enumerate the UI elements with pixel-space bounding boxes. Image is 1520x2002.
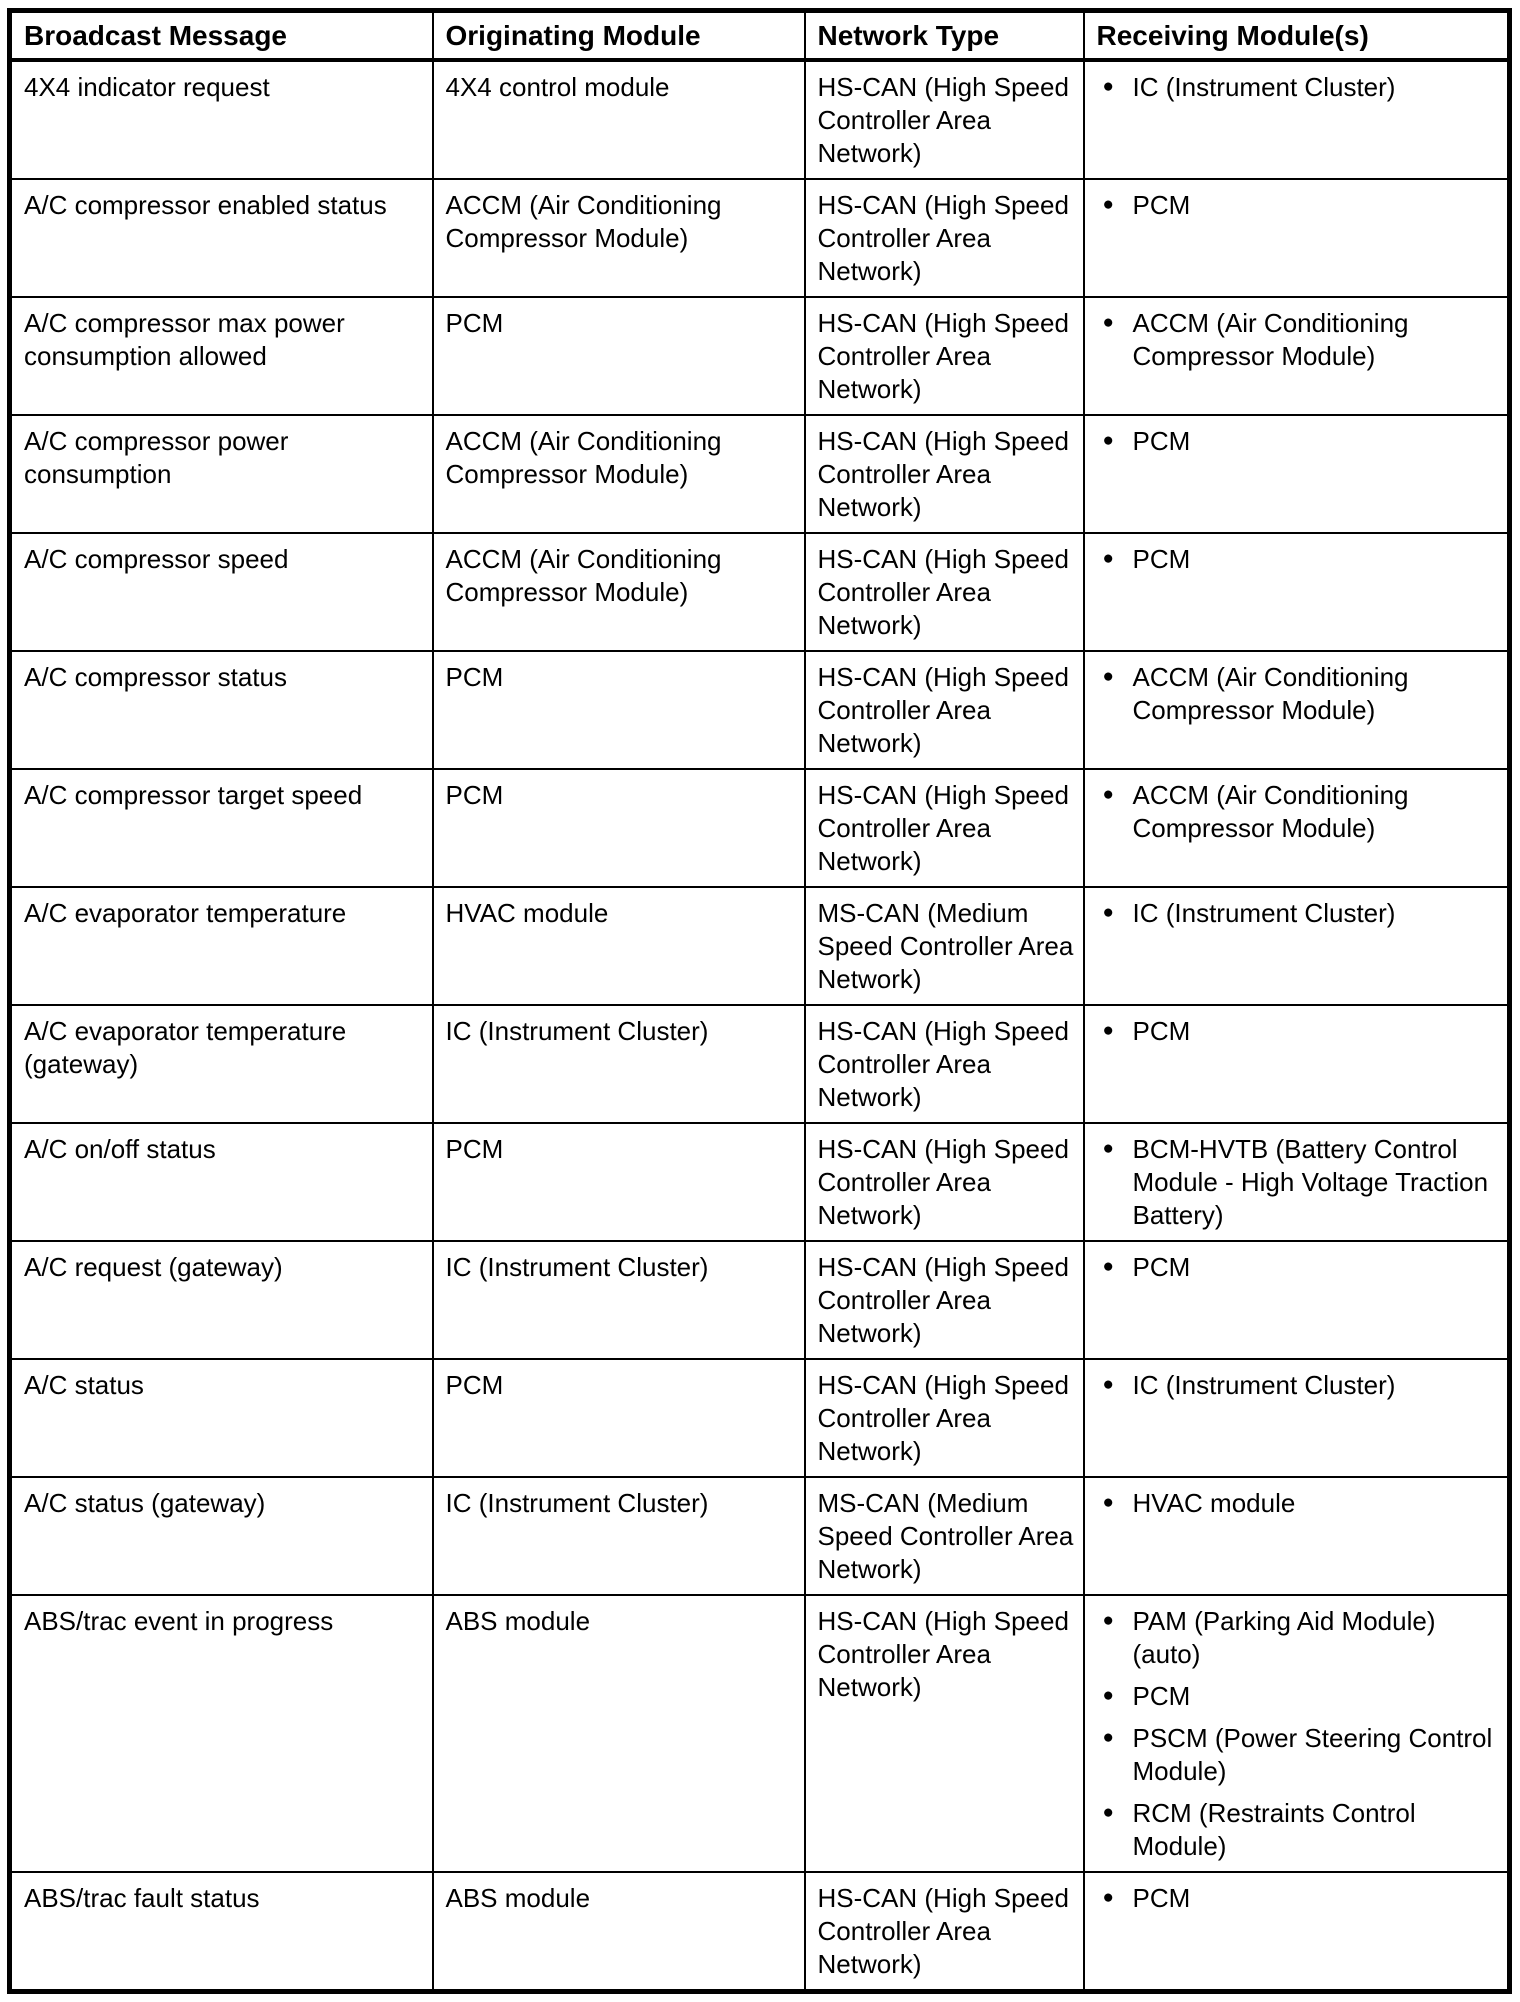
- network-type-cell: HS-CAN (High Speed Controller Area Network): [805, 769, 1084, 887]
- receiver-item: [1097, 1680, 1500, 1713]
- receiver-item: [1097, 661, 1500, 727]
- receiving-modules-cell: [1084, 651, 1510, 769]
- receiver-label: ACCM (Air Conditioning Compressor Module): [1132, 308, 1409, 371]
- receiving-modules-cell: [1084, 60, 1510, 179]
- originating-module-cell: ABS module: [433, 1595, 805, 1872]
- network-type-cell: HS-CAN (High Speed Controller Area Network): [805, 179, 1084, 297]
- receiver-label: PSCM (Power Steering Control Module): [1132, 1723, 1493, 1786]
- broadcast-message-cell: A/C status: [10, 1359, 433, 1477]
- column-header-network-type: Network Type: [805, 11, 1084, 61]
- receiving-modules-cell: [1084, 1005, 1510, 1123]
- network-type-cell: HS-CAN (High Speed Controller Area Network): [805, 1359, 1084, 1477]
- receiver-item: [1097, 189, 1500, 222]
- receiver-label: PCM: [1132, 544, 1191, 574]
- receiving-modules-cell: [1084, 415, 1510, 533]
- bullet-icon: ●: [1102, 1256, 1114, 1277]
- originating-module-cell: PCM: [433, 1359, 805, 1477]
- receiving-modules-cell: [1084, 1477, 1510, 1595]
- bullet-icon: ●: [1102, 784, 1114, 805]
- table-row: [10, 533, 1510, 651]
- originating-module-cell: PCM: [433, 769, 805, 887]
- receiving-modules-cell: [1084, 179, 1510, 297]
- network-type-cell: HS-CAN (High Speed Controller Area Network): [805, 297, 1084, 415]
- receiving-modules-cell: [1084, 1123, 1510, 1241]
- table-row: [10, 1477, 1510, 1595]
- column-header-receiving-modules: Receiving Module(s): [1084, 11, 1510, 61]
- receiver-label: PCM: [1132, 1016, 1191, 1046]
- bullet-icon: ●: [1102, 548, 1114, 569]
- broadcast-message-cell: A/C compressor status: [10, 651, 433, 769]
- receiving-modules-cell: [1084, 1595, 1510, 1872]
- receiver-item: [1097, 779, 1500, 845]
- broadcast-message-cell: A/C compressor speed: [10, 533, 433, 651]
- bullet-icon: ●: [1102, 1685, 1114, 1706]
- network-type-cell: MS-CAN (Medium Speed Controller Area Network): [805, 887, 1084, 1005]
- receiving-modules-cell: [1084, 887, 1510, 1005]
- bullet-icon: ●: [1102, 194, 1114, 215]
- table-row: [10, 1241, 1510, 1359]
- table-row: [10, 887, 1510, 1005]
- column-header-originating-module: Originating Module: [433, 11, 805, 61]
- table-row: [10, 651, 1510, 769]
- receiver-item: [1097, 1797, 1500, 1863]
- bullet-icon: ●: [1102, 1802, 1114, 1823]
- network-type-cell: HS-CAN (High Speed Controller Area Network): [805, 1872, 1084, 1992]
- receiver-item: [1097, 897, 1500, 930]
- broadcast-message-table: [7, 8, 1512, 1994]
- table-row: [10, 1123, 1510, 1241]
- network-type-cell: HS-CAN (High Speed Controller Area Network): [805, 60, 1084, 179]
- receiver-item: [1097, 1369, 1500, 1402]
- bullet-icon: ●: [1102, 1138, 1114, 1159]
- receiving-modules-cell: [1084, 1872, 1510, 1992]
- bullet-icon: ●: [1102, 902, 1114, 923]
- network-type-cell: HS-CAN (High Speed Controller Area Network): [805, 1123, 1084, 1241]
- broadcast-message-cell: A/C compressor enabled status: [10, 179, 433, 297]
- receiver-label: IC (Instrument Cluster): [1132, 898, 1396, 928]
- broadcast-message-cell: A/C evaporator temperature (gateway): [10, 1005, 433, 1123]
- receiver-label: BCM-HVTB (Battery Control Module - High Voltage Traction Battery): [1132, 1134, 1489, 1230]
- broadcast-message-cell: 4X4 indicator request: [10, 60, 433, 179]
- originating-module-cell: PCM: [433, 1123, 805, 1241]
- receiver-label: HVAC module: [1132, 1488, 1296, 1518]
- bullet-icon: ●: [1102, 76, 1114, 97]
- originating-module-cell: PCM: [433, 651, 805, 769]
- broadcast-message-cell: A/C compressor target speed: [10, 769, 433, 887]
- receiving-modules-cell: [1084, 297, 1510, 415]
- receiver-item: [1097, 1722, 1500, 1788]
- receiver-item: [1097, 1487, 1500, 1520]
- originating-module-cell: PCM: [433, 297, 805, 415]
- originating-module-cell: ACCM (Air Conditioning Compressor Module): [433, 415, 805, 533]
- originating-module-cell: IC (Instrument Cluster): [433, 1477, 805, 1595]
- originating-module-cell: HVAC module: [433, 887, 805, 1005]
- receiving-modules-cell: [1084, 533, 1510, 651]
- receiver-label: PCM: [1132, 190, 1191, 220]
- bullet-icon: ●: [1102, 312, 1114, 333]
- broadcast-message-cell: ABS/trac event in progress: [10, 1595, 433, 1872]
- receiving-modules-cell: [1084, 1359, 1510, 1477]
- bullet-icon: ●: [1102, 1492, 1114, 1513]
- network-type-cell: HS-CAN (High Speed Controller Area Network): [805, 651, 1084, 769]
- receiver-label: PAM (Parking Aid Module) (auto): [1132, 1606, 1436, 1669]
- network-type-cell: HS-CAN (High Speed Controller Area Network): [805, 533, 1084, 651]
- network-type-cell: HS-CAN (High Speed Controller Area Network): [805, 1241, 1084, 1359]
- receiver-item: [1097, 1015, 1500, 1048]
- originating-module-cell: ABS module: [433, 1872, 805, 1992]
- bullet-icon: ●: [1102, 1727, 1114, 1748]
- broadcast-message-cell: A/C compressor power consumption: [10, 415, 433, 533]
- bullet-icon: ●: [1102, 1374, 1114, 1395]
- column-header-broadcast-message: Broadcast Message: [10, 11, 433, 61]
- table-row: [10, 1359, 1510, 1477]
- table-row: [10, 769, 1510, 887]
- bullet-icon: ●: [1102, 1887, 1114, 1908]
- table-row: [10, 179, 1510, 297]
- broadcast-message-cell: A/C on/off status: [10, 1123, 433, 1241]
- table-row: [10, 1595, 1510, 1872]
- network-type-cell: HS-CAN (High Speed Controller Area Network): [805, 1005, 1084, 1123]
- receiver-item: [1097, 71, 1500, 104]
- receiver-item: [1097, 1882, 1500, 1915]
- receiver-label: ACCM (Air Conditioning Compressor Module): [1132, 780, 1409, 843]
- receiver-label: RCM (Restraints Control Module): [1132, 1798, 1416, 1861]
- table-row: [10, 60, 1510, 179]
- receiver-item: [1097, 307, 1500, 373]
- receiver-label: IC (Instrument Cluster): [1132, 72, 1396, 102]
- originating-module-cell: IC (Instrument Cluster): [433, 1241, 805, 1359]
- table-row: [10, 1872, 1510, 1992]
- receiver-label: PCM: [1132, 1252, 1191, 1282]
- receiver-label: IC (Instrument Cluster): [1132, 1370, 1396, 1400]
- receiver-item: [1097, 1133, 1500, 1232]
- originating-module-cell: ACCM (Air Conditioning Compressor Module): [433, 533, 805, 651]
- broadcast-message-cell: A/C evaporator temperature: [10, 887, 433, 1005]
- broadcast-message-cell: A/C request (gateway): [10, 1241, 433, 1359]
- receiver-item: [1097, 425, 1500, 458]
- bullet-icon: ●: [1102, 666, 1114, 687]
- broadcast-message-cell: A/C status (gateway): [10, 1477, 433, 1595]
- table-row: [10, 415, 1510, 533]
- originating-module-cell: 4X4 control module: [433, 60, 805, 179]
- bullet-icon: ●: [1102, 1610, 1114, 1631]
- table-header-row: [10, 11, 1510, 61]
- network-type-cell: HS-CAN (High Speed Controller Area Network): [805, 415, 1084, 533]
- receiving-modules-cell: [1084, 1241, 1510, 1359]
- table-row: [10, 1005, 1510, 1123]
- receiver-item: [1097, 1251, 1500, 1284]
- bullet-icon: ●: [1102, 1020, 1114, 1041]
- receiver-item: [1097, 1605, 1500, 1671]
- broadcast-message-cell: A/C compressor max power consumption allowed: [10, 297, 433, 415]
- receiver-label: ACCM (Air Conditioning Compressor Module): [1132, 662, 1409, 725]
- originating-module-cell: ACCM (Air Conditioning Compressor Module): [433, 179, 805, 297]
- originating-module-cell: IC (Instrument Cluster): [433, 1005, 805, 1123]
- receiver-label: PCM: [1132, 1681, 1191, 1711]
- network-type-cell: HS-CAN (High Speed Controller Area Network): [805, 1595, 1084, 1872]
- receiver-item: [1097, 543, 1500, 576]
- bullet-icon: ●: [1102, 430, 1114, 451]
- receiving-modules-cell: [1084, 769, 1510, 887]
- receiver-label: PCM: [1132, 426, 1191, 456]
- broadcast-message-cell: ABS/trac fault status: [10, 1872, 433, 1992]
- receiver-label: PCM: [1132, 1883, 1191, 1913]
- network-type-cell: MS-CAN (Medium Speed Controller Area Network): [805, 1477, 1084, 1595]
- table-row: [10, 297, 1510, 415]
